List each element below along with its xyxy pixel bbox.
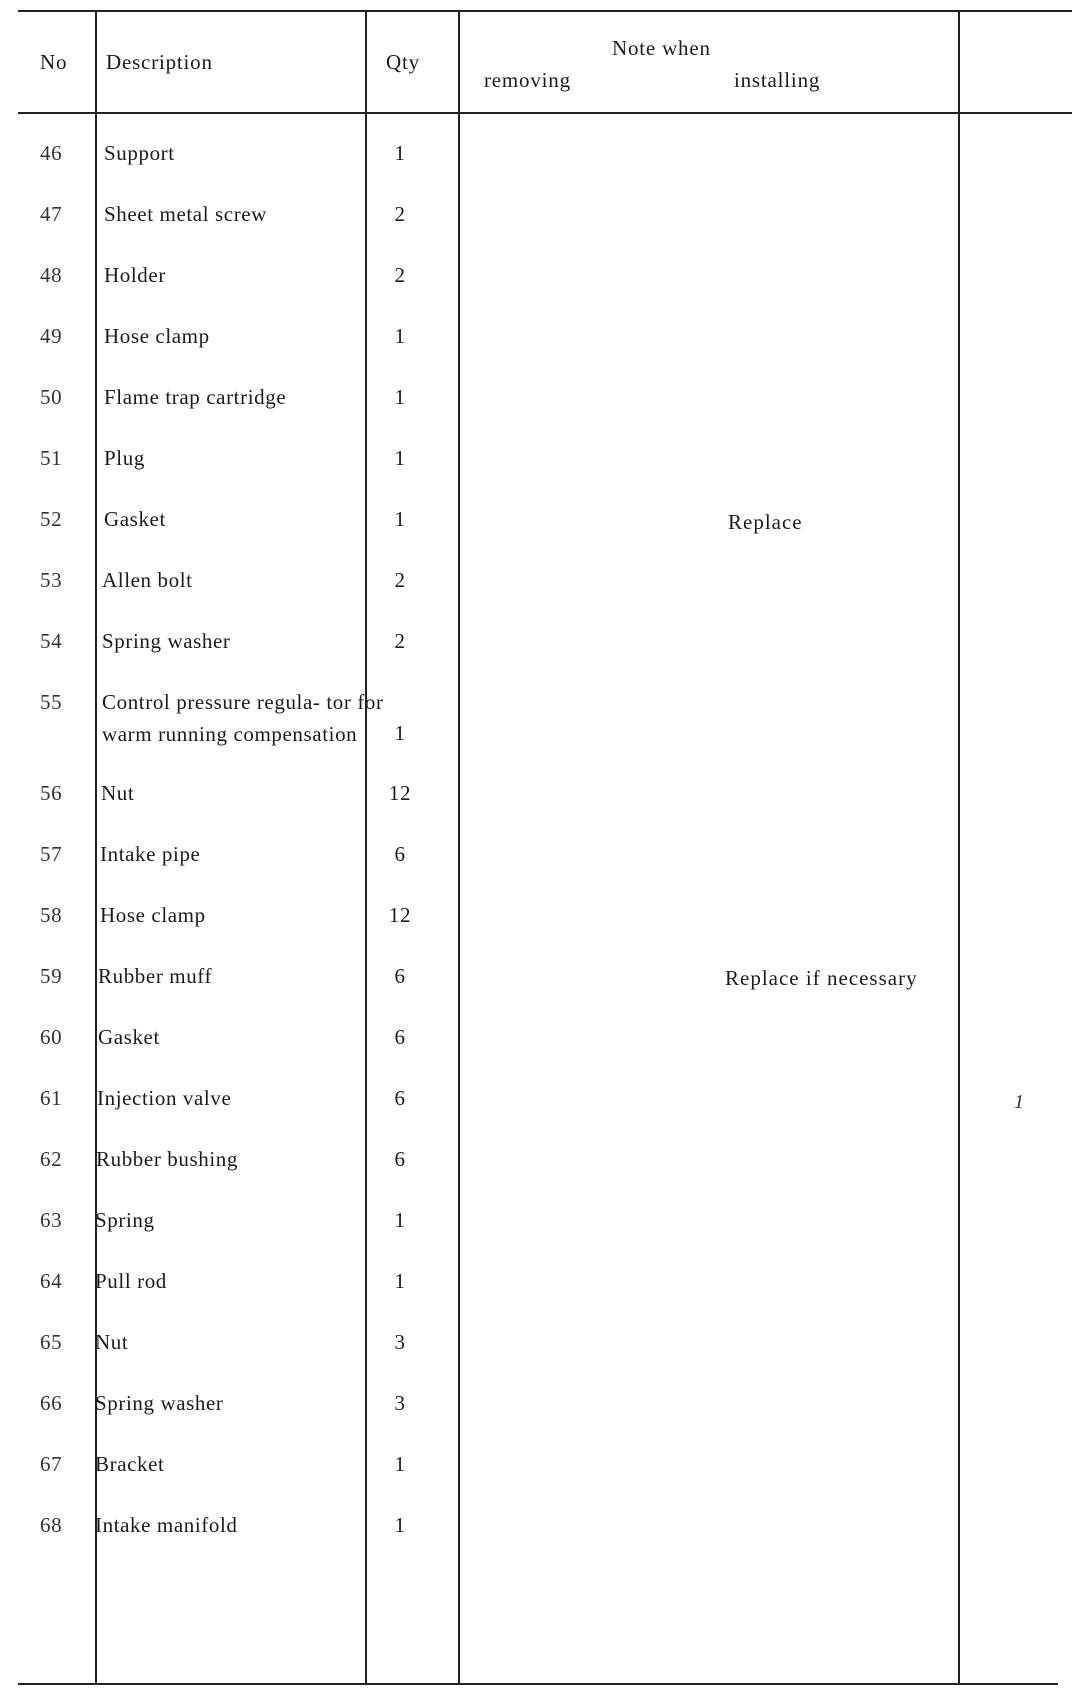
row-14-description: Gasket bbox=[98, 1025, 160, 1049]
row-1-no: 47 bbox=[40, 202, 63, 226]
col-divider-no bbox=[95, 10, 97, 1685]
row-8-qty: 2 bbox=[394, 629, 406, 653]
row-14-qty: 6 bbox=[394, 1025, 406, 1049]
row-17-no: 63 bbox=[40, 1208, 63, 1232]
row-11-qty: 6 bbox=[394, 842, 406, 866]
row-6-no: 52 bbox=[40, 507, 63, 531]
row-5-description: Plug bbox=[104, 446, 145, 470]
row-12-description: Hose clamp bbox=[100, 903, 206, 927]
row-16-no: 62 bbox=[40, 1147, 63, 1171]
header-removing: removing bbox=[484, 68, 571, 92]
row-20-qty: 3 bbox=[394, 1391, 406, 1415]
row-10-qty: 12 bbox=[388, 781, 412, 805]
row-19-no: 65 bbox=[40, 1330, 63, 1354]
header-no: No bbox=[40, 50, 68, 74]
header-note-when: Note when bbox=[612, 36, 711, 60]
header-qty: Qty bbox=[386, 50, 420, 74]
header-installing: installing bbox=[734, 68, 821, 92]
row-5-qty: 1 bbox=[394, 446, 406, 470]
row-20-no: 66 bbox=[40, 1391, 63, 1415]
row-6-qty: 1 bbox=[394, 507, 406, 531]
row-7-qty: 2 bbox=[394, 568, 406, 592]
row-22-description: Intake manifold bbox=[95, 1513, 238, 1537]
row-16-qty: 6 bbox=[394, 1147, 406, 1171]
row-7-description: Allen bolt bbox=[102, 568, 193, 592]
row-1-qty: 2 bbox=[394, 202, 406, 226]
note-replace: Replace bbox=[728, 510, 803, 534]
row-3-description: Hose clamp bbox=[104, 324, 210, 348]
row-4-qty: 1 bbox=[394, 385, 406, 409]
row-20-description: Spring washer bbox=[95, 1391, 224, 1415]
col-divider-right bbox=[958, 10, 960, 1685]
row-3-no: 49 bbox=[40, 324, 63, 348]
col-divider-description bbox=[365, 10, 367, 1685]
row-18-description: Pull rod bbox=[95, 1269, 167, 1293]
note-replace-if-necessary: Replace if necessary bbox=[725, 966, 918, 990]
row-17-qty: 1 bbox=[394, 1208, 406, 1232]
row-18-no: 64 bbox=[40, 1269, 63, 1293]
row-14-no: 60 bbox=[40, 1025, 63, 1049]
col-divider-qty bbox=[458, 10, 460, 1685]
row-10-description: Nut bbox=[101, 781, 135, 805]
header-description: Description bbox=[106, 50, 213, 74]
row-1-description: Sheet metal screw bbox=[104, 202, 267, 226]
row-0-description: Support bbox=[104, 141, 175, 165]
row-4-no: 50 bbox=[40, 385, 63, 409]
header-bottom-border bbox=[18, 112, 1072, 114]
row-15-description: Injection valve bbox=[97, 1086, 232, 1110]
row-9-description: Control pressure regula- tor for warm running compensation bbox=[102, 690, 384, 746]
row-11-no: 57 bbox=[40, 842, 63, 866]
row-0-no: 46 bbox=[40, 141, 63, 165]
row-15-no: 61 bbox=[40, 1086, 63, 1110]
row-21-qty: 1 bbox=[394, 1452, 406, 1476]
row-2-qty: 2 bbox=[394, 263, 406, 287]
row-7-no: 53 bbox=[40, 568, 63, 592]
row-15-qty: 6 bbox=[394, 1086, 406, 1110]
row-19-description: Nut bbox=[95, 1330, 129, 1354]
row-0-qty: 1 bbox=[394, 141, 406, 165]
row-16-description: Rubber bushing bbox=[96, 1147, 238, 1171]
row-5-no: 51 bbox=[40, 446, 63, 470]
row-13-qty: 6 bbox=[394, 964, 406, 988]
row-8-no: 54 bbox=[40, 629, 63, 653]
row-9-qty: 1 bbox=[394, 721, 406, 745]
row-13-no: 59 bbox=[40, 964, 63, 988]
row-13-description: Rubber muff bbox=[98, 964, 213, 988]
row-2-description: Holder bbox=[104, 263, 166, 287]
row-12-no: 58 bbox=[40, 903, 63, 927]
margin-mark: 1 bbox=[1014, 1091, 1025, 1113]
row-4-description: Flame trap cartridge bbox=[104, 385, 287, 409]
row-22-qty: 1 bbox=[394, 1513, 406, 1537]
row-18-qty: 1 bbox=[394, 1269, 406, 1293]
row-21-description: Bracket bbox=[95, 1452, 165, 1476]
row-9-no: 55 bbox=[40, 690, 63, 714]
row-22-no: 68 bbox=[40, 1513, 63, 1537]
row-3-qty: 1 bbox=[394, 324, 406, 348]
row-2-no: 48 bbox=[40, 263, 63, 287]
row-8-description: Spring washer bbox=[102, 629, 231, 653]
row-10-no: 56 bbox=[40, 781, 63, 805]
table-top-border bbox=[18, 10, 1072, 12]
row-17-description: Spring bbox=[95, 1208, 155, 1232]
row-19-qty: 3 bbox=[394, 1330, 406, 1354]
row-12-qty: 12 bbox=[388, 903, 412, 927]
row-11-description: Intake pipe bbox=[100, 842, 201, 866]
row-6-description: Gasket bbox=[104, 507, 166, 531]
table-bottom-border bbox=[18, 1683, 1058, 1685]
row-21-no: 67 bbox=[40, 1452, 63, 1476]
